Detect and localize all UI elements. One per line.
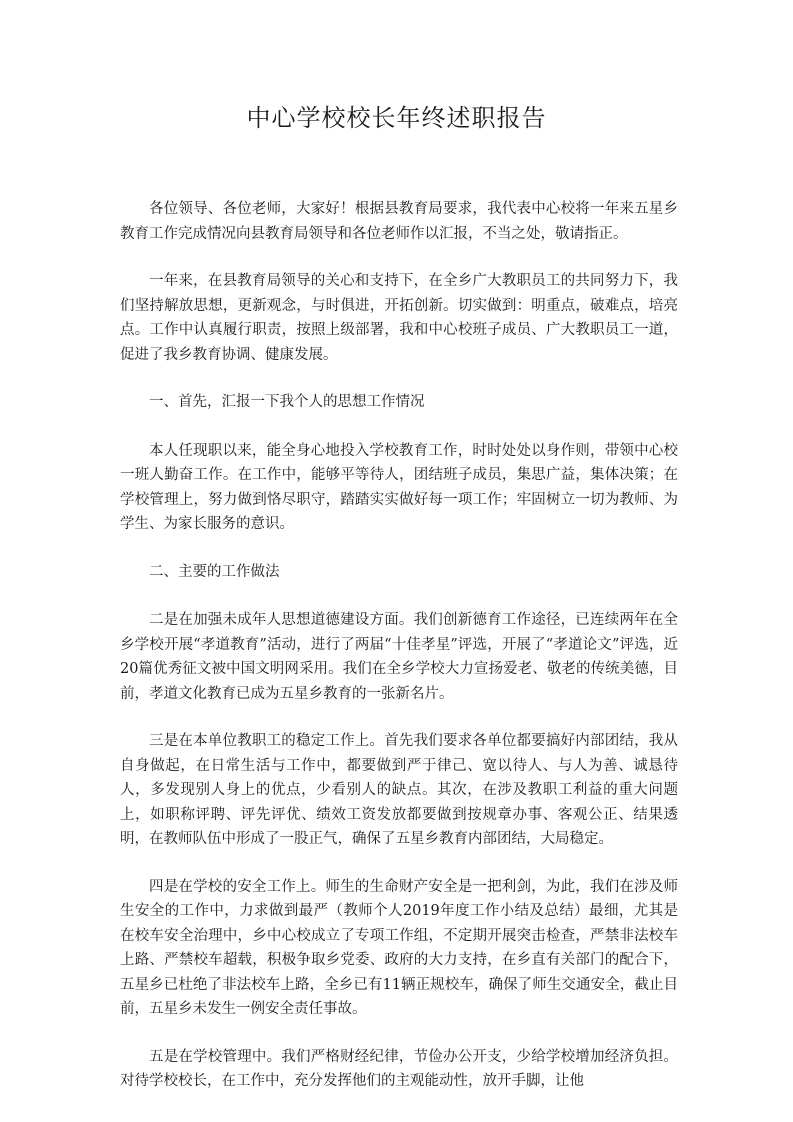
paragraph-management: 五是在学校管理中。我们严格财经纪律，节俭办公开支，少给学校增加经济负担。对待学校校长，在工作中，充分发挥他们的主观能动性，放开手脚，让他 [120,1048,678,1089]
document-body [120,197,678,1117]
section-heading-methods: 二、主要的工作做法 [149,563,280,580]
document-title: 中心学校校长年终述职报告 [246,104,547,132]
paragraph-personal: 本人任现职以来，能全身心地投入学校教育工作，时时处处以身作则，带领中心校一班人勤奋工作。在工作中，能够平等待人，团结班子成员，集思广益，集体决策；在学校管理上，努力做到恪尽职守，踏踏实实做好每一项工作；牢固树立一切为教师、为学生、为家长服务的意识。 [120,442,678,532]
paragraph-greeting: 各位领导、各位老师，大家好！根据县教育局要求，我代表中心校将一年来五星乡教育工作完成情况向县教育局领导和各位老师作以汇报，不当之处，敬请指正。 [120,201,678,242]
paragraph-staff-stability: 三是在本单位教职工的稳定工作上。首先我们要求各单位都要搞好内部团结，我从自身做起，在日常生活与工作中，都要做到严于律己、宽以待人、与人为善、诚恳待人，多发现别人身上的优点，少看别人的缺点。其次，在涉及教职工利益的重大问题上，如职称评聘、评先评优、绩效工资发放都要做到按规章办事、客观公正、结果透明，在教师队伍中形成了一股正气，确保了五星乡教育内部团结，大局稳定。 [120,733,678,847]
paragraph-safety: 四是在学校的安全工作上。师生的生命财产安全是一把利剑，为此，我们在涉及师生安全的工作中，力求做到最严（教师个人2019年度工作小结及总结）最细，尤其是在校车安全治理中，乡中心校成立了专项工作组，不定期开展突击检查，严禁非法校车上路、严禁校车超载，积极争取乡党委、政府的大力支持，在乡直有关部门的配合下，五星乡已杜绝了非法校车上路，全乡已有11辆正规校车，确保了师生交通安全，截止目前，五星乡未发生一例安全责任事故。 [120,878,678,1017]
paragraph-moral-education: 二是在加强未成年人思想道德建设方面。我们创新德育工作途径，已连续两年在全乡学校开展“孝道教育”活动，进行了两届“十佳孝星”评选，开展了“孝道论文”评选，近20篇优秀征文被中国文明网采用。我们在全乡学校大力宣扬爱老、敬老的传统美德，目前，孝道文化教育已成为五星乡教育的一张新名片。 [120,612,678,702]
section-heading-personal: 一、首先，汇报一下我个人的思想工作情况 [149,394,425,410]
paragraph-overview: 一年来，在县教育局领导的关心和支持下，在全乡广大教职员工的共同努力下，我们坚持解放思想，更新观念，与时俱进，开拓创新。切实做到：明重点，破难点，培亮点。工作中认真履行职责，按照上级部署，我和中心校班子成员、广大教职员工一道，促进了我乡教育协调、健康发展。 [120,273,678,363]
